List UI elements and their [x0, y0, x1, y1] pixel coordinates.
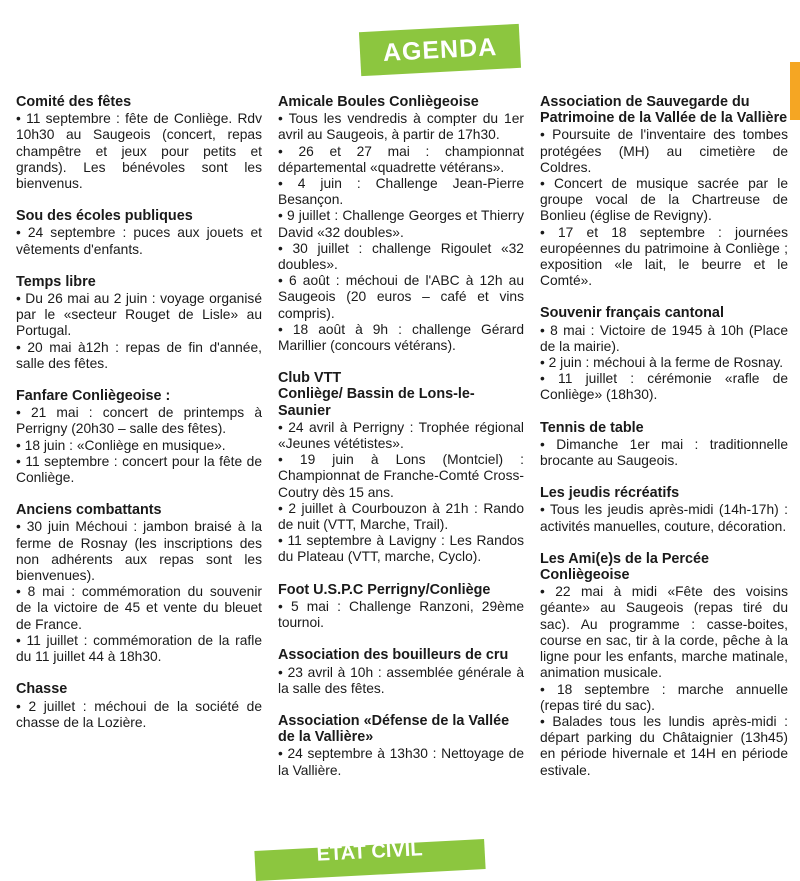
agenda-section — [16, 388, 262, 486]
agenda-section — [16, 502, 262, 665]
section-title: Association de Sauvegarde du Patrimoine de la Vallée de la Vallière — [540, 94, 788, 127]
agenda-item: • Poursuite de l'inventaire des tombes protégées (MH) au cimetière de Coldres. — [540, 127, 788, 175]
column-1 — [16, 94, 262, 747]
section-title: Club VTT Conliège/ Bassin de Lons-le-Saunier — [278, 370, 475, 419]
section-title: Association «Défense de la Vallée de la Vallière» — [278, 712, 510, 746]
agenda-section — [16, 274, 262, 372]
agenda-section — [278, 94, 524, 354]
agenda-item: • 30 juin Méchoui : jambon braisé à la ferme de Rosnay (les inscriptions des non adhérents aux repas sont les bienvenues). — [16, 519, 262, 584]
agenda-section — [540, 94, 788, 289]
agenda-item: • 2 juin : méchoui à la ferme de Rosnay. — [540, 355, 784, 371]
column-3 — [540, 94, 788, 795]
section-title: Tennis de table — [540, 419, 644, 436]
agenda-section — [278, 370, 524, 565]
section-title: Sou des écoles publiques — [16, 208, 193, 225]
agenda-section — [16, 94, 262, 192]
agenda-item: • 11 septembre à Lavigny : Les Randos du Plateau (VTT, marche, Cyclo). — [278, 533, 524, 565]
agenda-item: • 17 et 18 septembre : journées européennes du patrimoine à Conliège ; exposition «le lait, le beurre et le Comté». — [540, 224, 788, 289]
agenda-section — [16, 208, 262, 258]
etat-civil-title: ETAT CIVIL — [316, 838, 424, 866]
agenda-item: • Balades tous les lundis après-midi : départ parking du Châtaignier (13h45) en période hivernale et 14H en période estivale. — [540, 713, 788, 778]
agenda-item: • 24 avril à Perrigny : Trophée régional «Jeunes vététistes». — [278, 419, 524, 452]
column-2 — [278, 94, 524, 795]
section-title: Anciens combattants — [16, 502, 162, 519]
agenda-item: • 30 juillet : challenge Rigoulet «32 doubles». — [278, 240, 524, 273]
agenda-item: • 11 septembre : concert pour la fête de Conliège. — [16, 453, 262, 486]
section-title: Foot U.S.P.C Perrigny/Conliège — [278, 581, 491, 598]
agenda-item: • Tous les jeudis après-midi (14h-17h) : activités manuelles, couture, décoration. — [540, 502, 788, 534]
agenda-section — [540, 485, 788, 535]
section-title: Comité des fêtes — [16, 94, 132, 110]
agenda-item: • 21 mai : concert de printemps à Perrigny (20h30 – salle des fêtes). — [16, 405, 262, 437]
agenda-item: • 18 septembre : marche annuelle (repas tiré du sac). — [540, 681, 788, 713]
section-title: Chasse — [16, 681, 68, 698]
agenda-item: • 6 août : méchoui de l'ABC à 12h au Saugeois (20 euros – café et vins compris). — [278, 273, 524, 321]
agenda-item: • 2 juillet : méchoui de la société de chasse de la Lozière. — [16, 698, 262, 730]
agenda-item: • 18 juin : «Conliège en musique». — [16, 437, 226, 453]
agenda-section — [16, 681, 262, 731]
agenda-section — [278, 713, 524, 779]
agenda-item: • 11 juillet : cérémonie «rafle de Conliège» (18h30). — [540, 371, 788, 403]
section-title: Les jeudis récréatifs — [540, 485, 680, 502]
agenda-banner — [359, 24, 521, 76]
agenda-item: • 23 avril à 10h : assemblée générale à la salle des fêtes. — [278, 664, 524, 696]
section-title: Association des bouilleurs de cru — [278, 647, 509, 664]
agenda-item: • 2 juillet à Courbouzon à 21h : Rando de nuit (VTT, Marche, Trail). — [278, 500, 524, 533]
agenda-item: • 22 mai à midi «Fête des voisins géante» au Saugeois (repas tiré du sac). Au programme : casse-boites, course en sac, tir à la corde, pêche à la ligne pour les enfants, marche matinale, animation musicale. — [540, 584, 788, 681]
agenda-item: • 11 septembre : fête de Conliège. Rdv 10h30 au Saugeois (concert, repas champêtre et jeux pour petits et grands). Les bénévoles sont les bienvenus. — [16, 111, 262, 192]
agenda-section — [278, 582, 524, 632]
section-title: Les Ami(e)s de la Percée Conliègeoise — [540, 550, 710, 584]
section-title: Souvenir français cantonal — [540, 305, 724, 322]
agenda-item: • Dimanche 1er mai : traditionnelle brocante au Saugeois. — [540, 436, 788, 469]
agenda-item: • Tous les vendredis à compter du 1er avril au Saugeois, à partir de 17h30. — [278, 111, 524, 143]
agenda-item: • 20 mai à12h : repas de fin d'année, salle des fêtes. — [16, 339, 262, 371]
etat-civil-banner — [254, 839, 485, 881]
agenda-item: • 11 juillet : commémoration de la rafle du 11 juillet 44 à 18h30. — [16, 632, 262, 665]
agenda-item: • 5 mai : Challenge Ranzoni, 29ème tournoi. — [278, 598, 524, 631]
agenda-item: • 19 juin à Lons (Montciel) : Championnat de Franche-Comté Cross-Coutry dès 15 ans. — [278, 452, 524, 500]
agenda-item: • Du 26 mai au 2 juin : voyage organisé par le «secteur Rouget de Lisle» au Portugal. — [16, 291, 262, 339]
section-title: Amicale Boules Conliègeoise — [278, 94, 479, 110]
agenda-item: • Concert de musique sacrée par le groupe vocal de la Chartreuse de Bonlieu (église de Revigny). — [540, 176, 788, 224]
agenda-item: • 9 juillet : Challenge Georges et Thierry David «32 doubles». — [278, 208, 524, 240]
agenda-title: AGENDA — [382, 32, 498, 67]
agenda-section — [540, 420, 788, 470]
agenda-item: • 24 septembre à 13h30 : Nettoyage de la Vallière. — [278, 746, 524, 778]
agenda-section — [540, 551, 788, 779]
agenda-item: • 18 août à 9h : challenge Gérard Marillier (concours vétérans). — [278, 321, 524, 354]
agenda-item: • 8 mai : commémoration du souvenir de la victoire de 45 et vente du bleuet de France. — [16, 584, 262, 632]
agenda-item: • 8 mai : Victoire de 1945 à 10h (Place de la mairie). — [540, 322, 788, 354]
agenda-item: • 24 septembre : puces aux jouets et vêtements d'enfants. — [16, 225, 262, 257]
section-title: Fanfare Conliègeoise : — [16, 388, 171, 405]
agenda-section — [278, 647, 524, 697]
edge-stripe — [790, 62, 800, 120]
agenda-section — [540, 305, 788, 403]
agenda-item: • 26 et 27 mai : championnat départemental «quadrette vétérans». — [278, 143, 524, 175]
section-title: Temps libre — [16, 273, 96, 290]
agenda-item: • 4 juin : Challenge Jean-Pierre Besançon. — [278, 176, 524, 208]
